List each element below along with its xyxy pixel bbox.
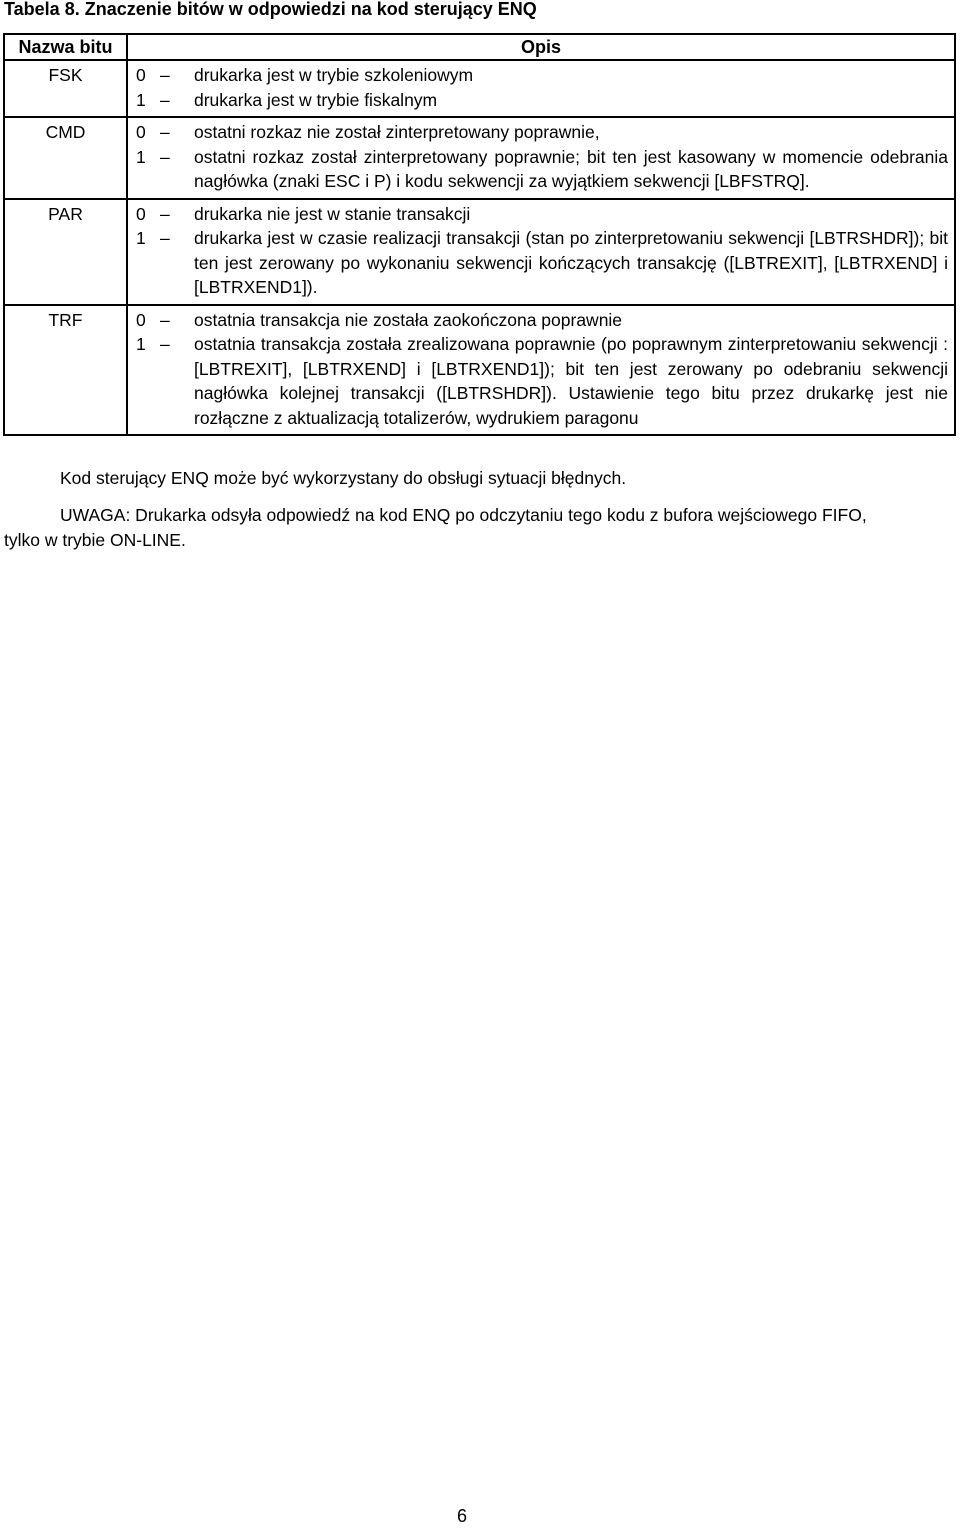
bit-value: 1 — [136, 146, 146, 167]
bit-entry — [128, 308, 954, 333]
table-row-fsk — [4, 60, 955, 117]
bit-description — [127, 60, 955, 117]
bit-value-description: drukarka jest w trybie fiskalnym — [194, 89, 438, 110]
dash-separator: – — [160, 334, 170, 354]
dash-separator: – — [160, 203, 170, 224]
dash-separator: – — [160, 65, 170, 85]
table-row-cmd — [4, 117, 955, 199]
warning-note: UWAGA: Drukarka odsyła odpowiedź na kod ENQ po odczytaniu tego kodu z bufora wejściowego FIFO, tylko w trybie ON-LINE. — [4, 505, 867, 550]
bit-value: 1 — [136, 89, 146, 110]
enq-usage-note: Kod sterujący ENQ może być wykorzystany do obsługi sytuacji błędnych. — [60, 468, 627, 488]
bit-value-description: ostatnia transakcja nie została zaokończona poprawnie — [194, 309, 623, 330]
bit-value: 0 — [136, 203, 146, 224]
bit-name: FSK — [4, 60, 127, 117]
bit-value-description: drukarka nie jest w stanie transakcji — [194, 203, 471, 224]
bit-entry — [128, 332, 954, 430]
bit-entry — [128, 63, 954, 88]
bit-value-description: ostatni rozkaz został zinterpretowany poprawnie; bit ten jest kasowany w momencie odebrania nagłówka (znaki ESC i P) i kodu sekwencji za wyjątkiem sekwencji [LBFSTRQ]. — [194, 146, 948, 191]
bit-value-description: ostatni rozkaz nie został zinterpretowany poprawnie, — [194, 122, 600, 142]
bit-value: 1 — [136, 228, 146, 248]
page-number: 6 — [456, 1506, 467, 1526]
bit-value: 0 — [136, 309, 146, 330]
bit-entry — [128, 202, 954, 227]
bit-entry — [128, 145, 954, 194]
bit-value-description: drukarka jest w trybie szkoleniowym — [194, 65, 474, 85]
bit-name: PAR — [4, 199, 127, 305]
dash-separator: – — [160, 146, 170, 167]
dash-separator: – — [160, 89, 170, 110]
enq-bits-table — [3, 33, 956, 436]
bit-name: TRF — [4, 305, 127, 436]
bit-value-description: ostatnia transakcja została zrealizowana poprawnie (po poprawnym zinterpretowaniu sekwencji : [LBTREXIT], [LBTRXEND] i [LBTRXEND1]); bit ten jest zerowany po odebraniu sekwencji nagłówka kolejnej transakcji ([LBTRSHDR]). Ustawienie tego bitu przez drukarkę jest nie rozłączne z aktualizacją totalizerów, wydrukiem paragonu — [194, 334, 948, 428]
bit-entry — [128, 120, 954, 145]
bit-name: CMD — [4, 117, 127, 199]
table-row-par — [4, 199, 955, 305]
bit-description — [127, 305, 955, 436]
dash-separator: – — [160, 228, 170, 248]
bit-value: 0 — [136, 122, 146, 142]
bit-description — [127, 117, 955, 199]
bit-value: 1 — [136, 334, 146, 354]
header-description: Opis — [127, 34, 955, 60]
table-row-trf — [4, 305, 955, 436]
bit-description — [127, 199, 955, 305]
dash-separator: – — [160, 122, 170, 142]
bit-value: 0 — [136, 65, 146, 85]
bit-value-description: drukarka jest w czasie realizacji transakcji (stan po zinterpretowaniu sekwencji [LBTRSHDR]); bit ten jest zerowany po wykonaniu sekwencji kończących transakcję ([LBTREXIT], [LBTRXEND] i [LBTRXEND1]). — [194, 228, 948, 297]
header-bit-name: Nazwa bitu — [4, 34, 127, 60]
table-header-row — [4, 34, 955, 60]
table-caption: Tabela 8. Znaczenie bitów w odpowiedzi na kod sterujący ENQ — [4, 0, 537, 19]
bit-entry — [128, 226, 954, 300]
dash-separator: – — [160, 309, 170, 330]
bit-entry — [128, 88, 954, 113]
